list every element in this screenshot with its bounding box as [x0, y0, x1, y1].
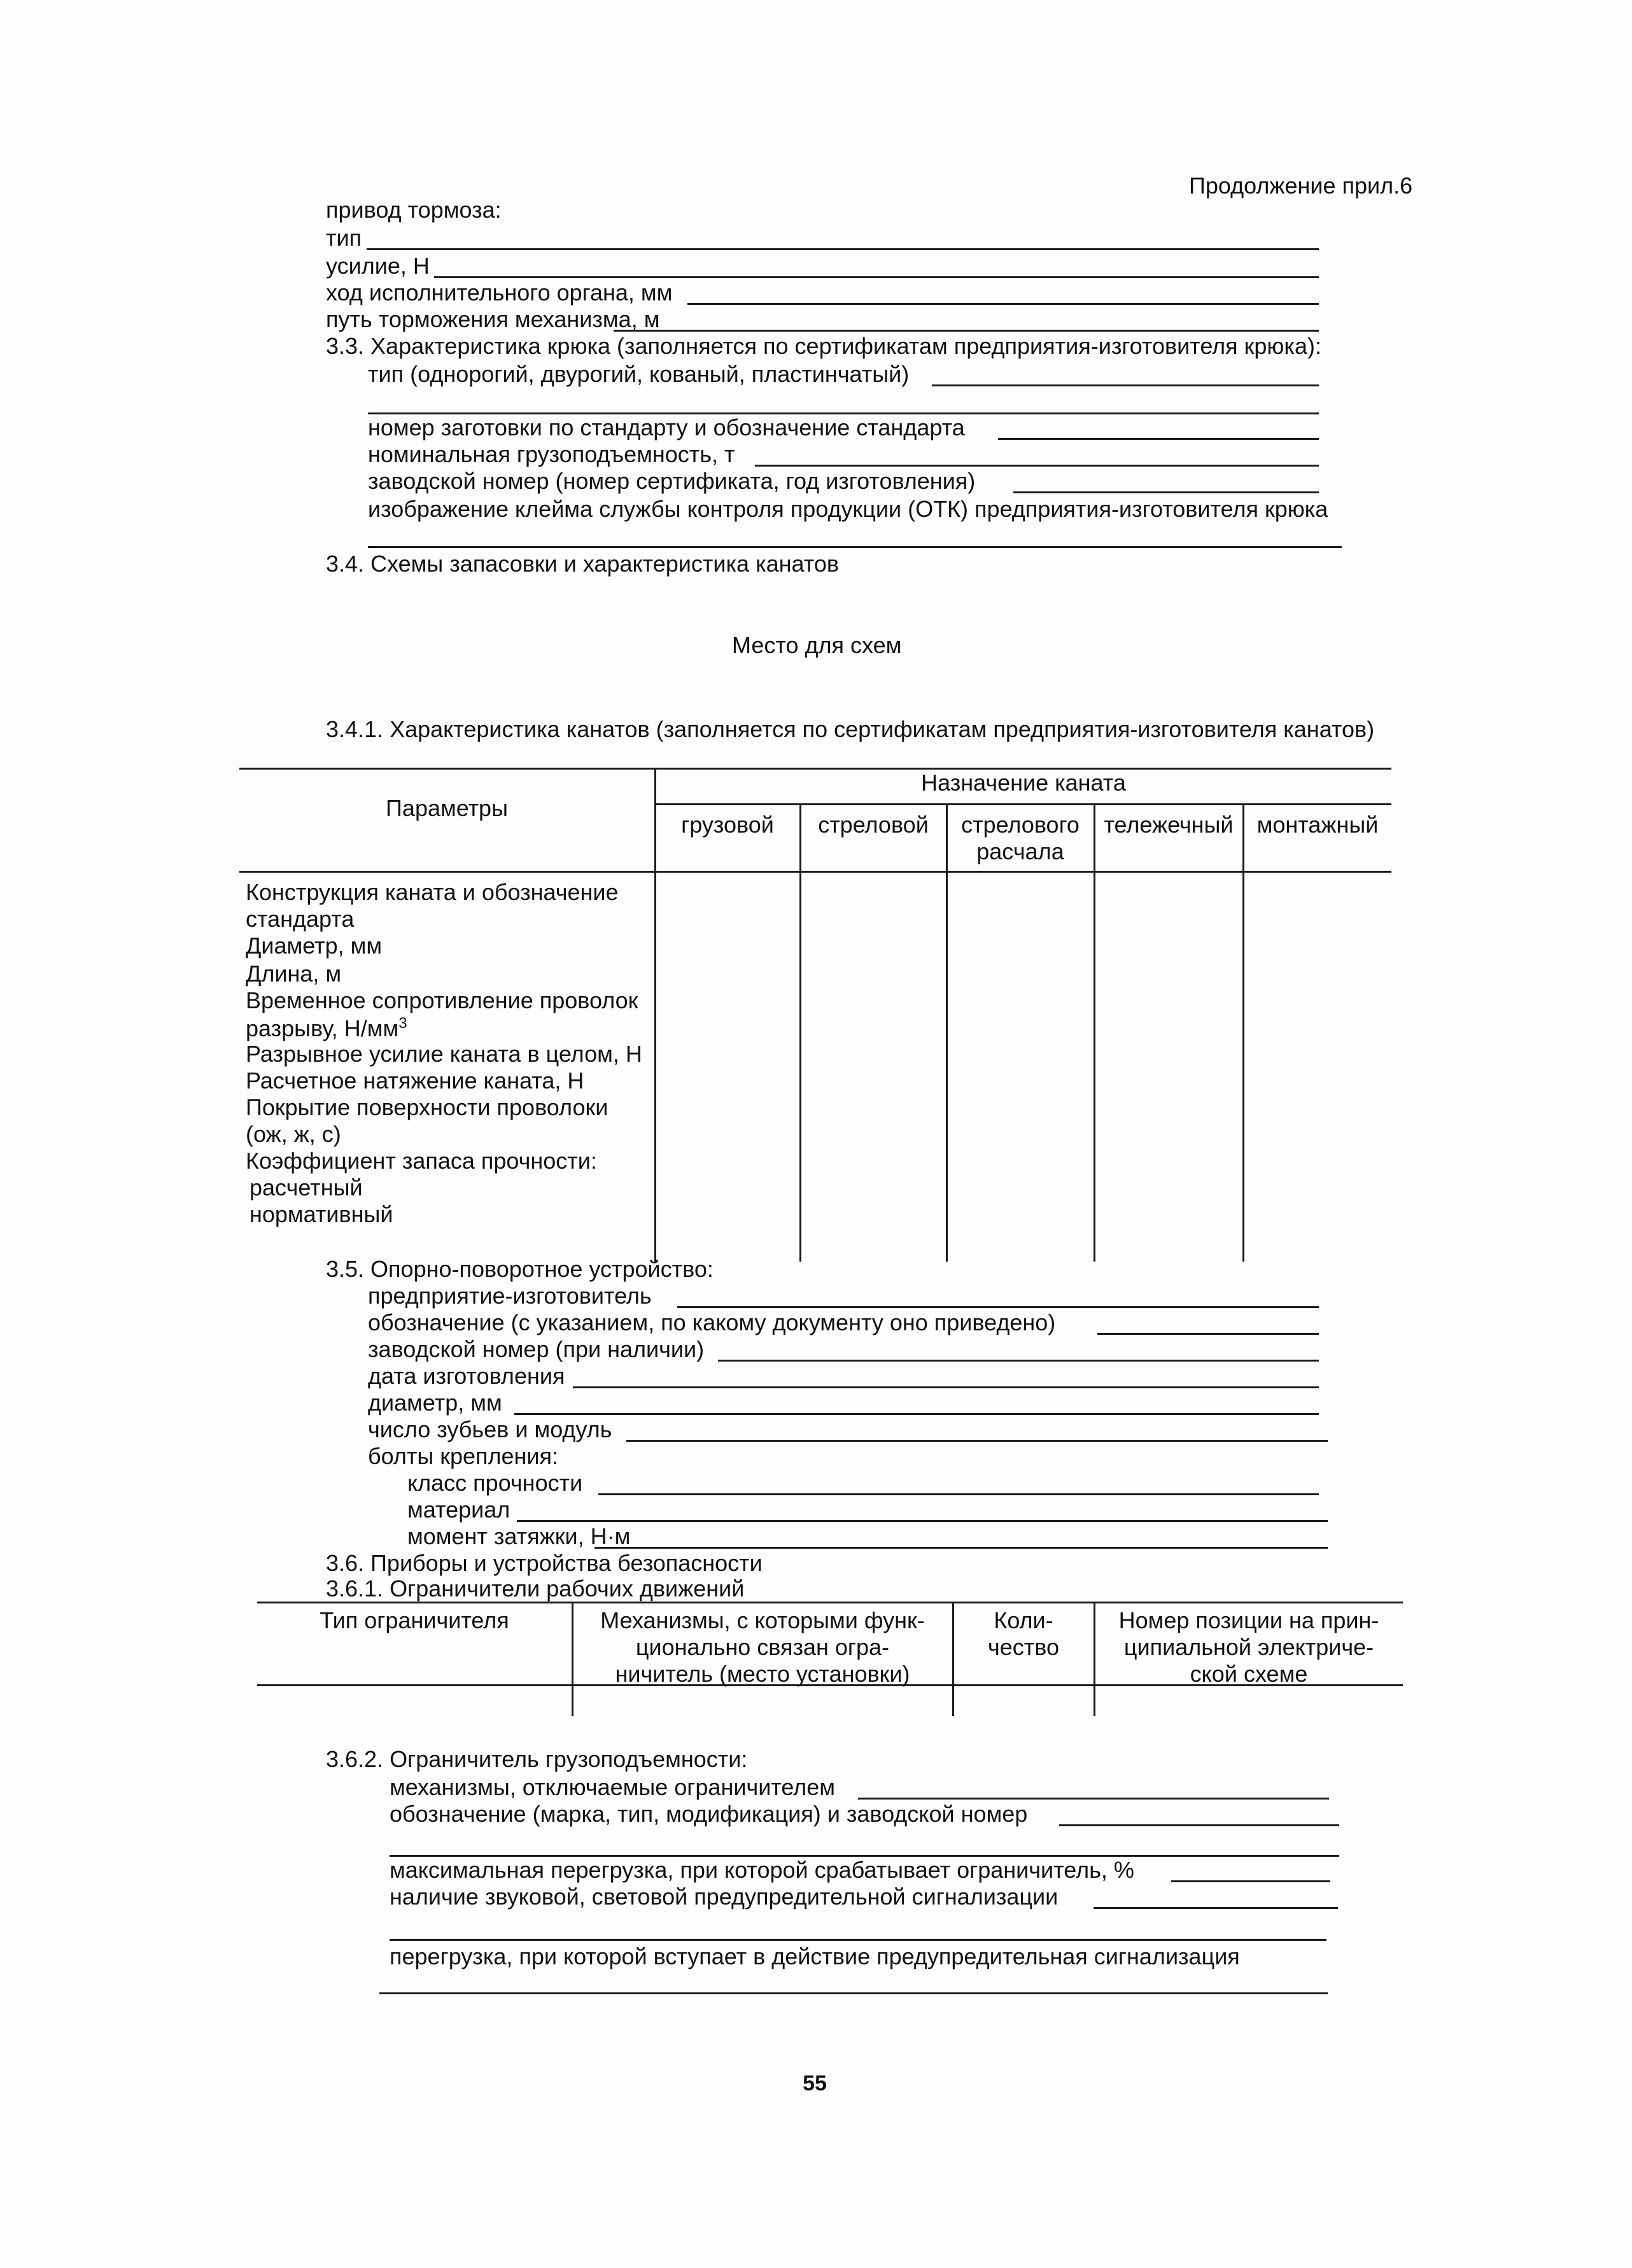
rope-row-label: Длина, м: [246, 961, 342, 987]
rope-row-label: [246, 1016, 407, 1040]
limiters-col-position: Номер позиции на прин-: [1118, 1607, 1379, 1633]
hook-type-field[interactable]: [932, 384, 1319, 386]
hook-capacity-field[interactable]: [755, 465, 1319, 467]
rope-row-label: (ож, ж, с): [246, 1121, 341, 1147]
limiters-title: 3.6.1. Ограничители рабочих движений: [326, 1575, 745, 1602]
rope-row-label: нормативный: [250, 1201, 393, 1227]
rope-row-label: расчетный: [250, 1174, 363, 1201]
rope-row-label: Диаметр, мм: [246, 933, 383, 959]
hook-capacity-label: номинальная грузоподъемность, т: [368, 441, 735, 467]
slewing-date-field[interactable]: [573, 1386, 1319, 1388]
slewing-teeth-label: число зубьев и модуль: [368, 1416, 612, 1442]
rope-row-label: стандарта: [246, 906, 355, 932]
rope-row-label: Разрывное усилие каната в целом, Н: [246, 1041, 642, 1067]
rope-row-label: Временное сопротивление проволок: [246, 987, 638, 1013]
slewing-torque-label: момент затяжки, Н·м: [407, 1523, 631, 1549]
limiters-col-mechanisms-line3: ничитель (место установки): [615, 1661, 910, 1687]
hook-stamp-label: изображение клейма службы контроля продукции (ОТК) предприятия-изготовителя крюка: [368, 496, 1328, 522]
slewing-strength-label: класс прочности: [407, 1470, 583, 1496]
hook-blank-number-field[interactable]: [998, 438, 1319, 440]
slewing-title: 3.5. Опорно-поворотное устройство:: [326, 1256, 714, 1282]
rope-table-col-divider-0: [654, 768, 656, 1262]
brake-path-label: путь торможения механизма, м: [326, 306, 660, 332]
page-number: 55: [803, 2071, 827, 2095]
rope-row-label: Конструкция каната и обозначение: [246, 879, 619, 905]
ropes-title: 3.4. Схемы запасовки и характеристика канатов: [326, 551, 839, 577]
load-limiter-designation-label: обозначение (марка, тип, модификация) и заводской номер: [390, 1801, 1028, 1827]
slewing-diameter-label: диаметр, мм: [368, 1390, 502, 1416]
load-limiter-alarm-overload-label: перегрузка, при которой вступает в действие предупредительная сигнализация: [390, 1943, 1240, 1969]
slewing-serial-label: заводской номер (при наличии): [368, 1336, 705, 1362]
slewing-torque-field[interactable]: [594, 1547, 1328, 1549]
brake-force-field[interactable]: [434, 276, 1319, 278]
slewing-designation-field[interactable]: [1097, 1333, 1319, 1335]
limiters-table-top-rule: [257, 1602, 1403, 1603]
brake-type-field[interactable]: [367, 248, 1319, 250]
load-limiter-alarm-field[interactable]: [1094, 1907, 1338, 1909]
brake-path-field[interactable]: [614, 330, 1319, 332]
rope-row-label-text: разрыву, Н/мм: [246, 1015, 399, 1041]
limiters-col-mechanisms: Механизмы, с которыми функ-: [600, 1607, 925, 1633]
rope-col-boom-stay: стрелового: [961, 812, 1080, 838]
ropes-characteristics-title: 3.4.1. Характеристика канатов (заполняется по сертификатам предприятия-изготовителя канатов): [326, 716, 1375, 742]
load-limiter-title: 3.6.2. Ограничитель грузоподъемности:: [326, 1746, 748, 1772]
hook-serial-field[interactable]: [1013, 491, 1319, 493]
rope-col-assembly: монтажный: [1256, 812, 1379, 838]
rope-col-trolley: тележечный: [1104, 812, 1234, 838]
rope-table-params-header: Параметры: [386, 795, 508, 821]
rope-table-col-divider-3: [1094, 803, 1095, 1262]
slewing-manufacturer-field[interactable]: [677, 1306, 1319, 1308]
rope-table-top-rule: [239, 768, 1391, 770]
slewing-serial-field[interactable]: [718, 1360, 1319, 1362]
rope-table-purpose-header: Назначение каната: [921, 770, 1126, 796]
rope-table-col-divider-4: [1242, 803, 1244, 1262]
scheme-place-label: Место для схем: [732, 632, 902, 658]
rope-table-header-bottom-rule: [239, 871, 1391, 873]
hook-type-label: тип (однорогий, двурогий, кованый, пластинчатый): [368, 361, 910, 387]
slewing-teeth-field[interactable]: [626, 1440, 1328, 1442]
hook-stamp-field[interactable]: [368, 546, 1342, 548]
load-limiter-mechanisms-label: механизмы, отключаемые ограничителем: [390, 1774, 835, 1800]
rope-table-col-divider-1: [799, 803, 801, 1262]
brake-type-label: тип: [326, 225, 362, 251]
brake-title: привод тормоза:: [326, 197, 502, 223]
slewing-designation-label: обозначение (с указанием, по какому документу оно приведено): [368, 1309, 1056, 1335]
rope-col-boom-stay-line2: расчала: [976, 838, 1064, 864]
slewing-date-label: дата изготовления: [368, 1363, 565, 1389]
load-limiter-overload-field[interactable]: [1171, 1880, 1330, 1882]
load-limiter-designation-field[interactable]: [1059, 1824, 1339, 1826]
brake-stroke-field[interactable]: [687, 303, 1319, 305]
limiters-col-position-line3: ской схеме: [1190, 1661, 1308, 1687]
slewing-material-label: материал: [407, 1497, 510, 1523]
hook-title: 3.3. Характеристика крюка (заполняется по сертификатам предприятия-изготовителя крюка):: [326, 333, 1321, 359]
rope-row-superscript: 3: [398, 1015, 407, 1032]
load-limiter-mechanisms-field[interactable]: [858, 1798, 1329, 1800]
limiters-col-quantity: Коли-: [994, 1607, 1053, 1633]
limiters-col-position-line2: ципиальной электриче-: [1123, 1634, 1374, 1660]
rope-row-label: Коэффициент запаса прочности:: [246, 1148, 597, 1174]
hook-blank-number-label: номер заготовки по стандарту и обозначение стандарта: [368, 414, 965, 440]
rope-col-boom: стреловой: [818, 812, 929, 838]
continuation-label: Продолжение прил.6: [1189, 173, 1413, 199]
rope-row-label: Расчетное натяжение каната, Н: [246, 1067, 584, 1094]
load-limiter-overload-label: максимальная перегрузка, при которой срабатывает ограничитель, %: [390, 1857, 1134, 1883]
slewing-diameter-field[interactable]: [514, 1413, 1319, 1415]
rope-row-label: Покрытие поверхности проволоки: [246, 1094, 608, 1120]
safety-title: 3.6. Приборы и устройства безопасности: [326, 1550, 763, 1576]
limiters-col-quantity-line2: чество: [987, 1634, 1059, 1660]
load-limiter-alarm-overload-field[interactable]: [379, 1992, 1328, 1994]
rope-table-col-divider-2: [946, 803, 948, 1262]
brake-stroke-label: ход исполнительного органа, мм: [326, 279, 673, 306]
brake-force-label: усилие, Н: [326, 253, 430, 279]
load-limiter-alarm-field-2[interactable]: [390, 1939, 1326, 1941]
slewing-material-field[interactable]: [517, 1520, 1328, 1522]
limiters-col-mechanisms-line2: ционально связан огра-: [635, 1634, 890, 1660]
slewing-strength-field[interactable]: [598, 1493, 1319, 1495]
rope-table-subheader-rule: [656, 803, 1391, 805]
slewing-bolts-label: болты крепления:: [368, 1443, 559, 1469]
limiters-col-type: Тип ограничителя: [320, 1607, 509, 1633]
hook-serial-label: заводской номер (номер сертификата, год изготовления): [368, 468, 976, 494]
rope-col-cargo: грузовой: [681, 812, 774, 838]
load-limiter-alarm-label: наличие звуковой, световой предупредительной сигнализации: [390, 1884, 1059, 1910]
slewing-manufacturer-label: предприятие-изготовитель: [368, 1283, 652, 1309]
